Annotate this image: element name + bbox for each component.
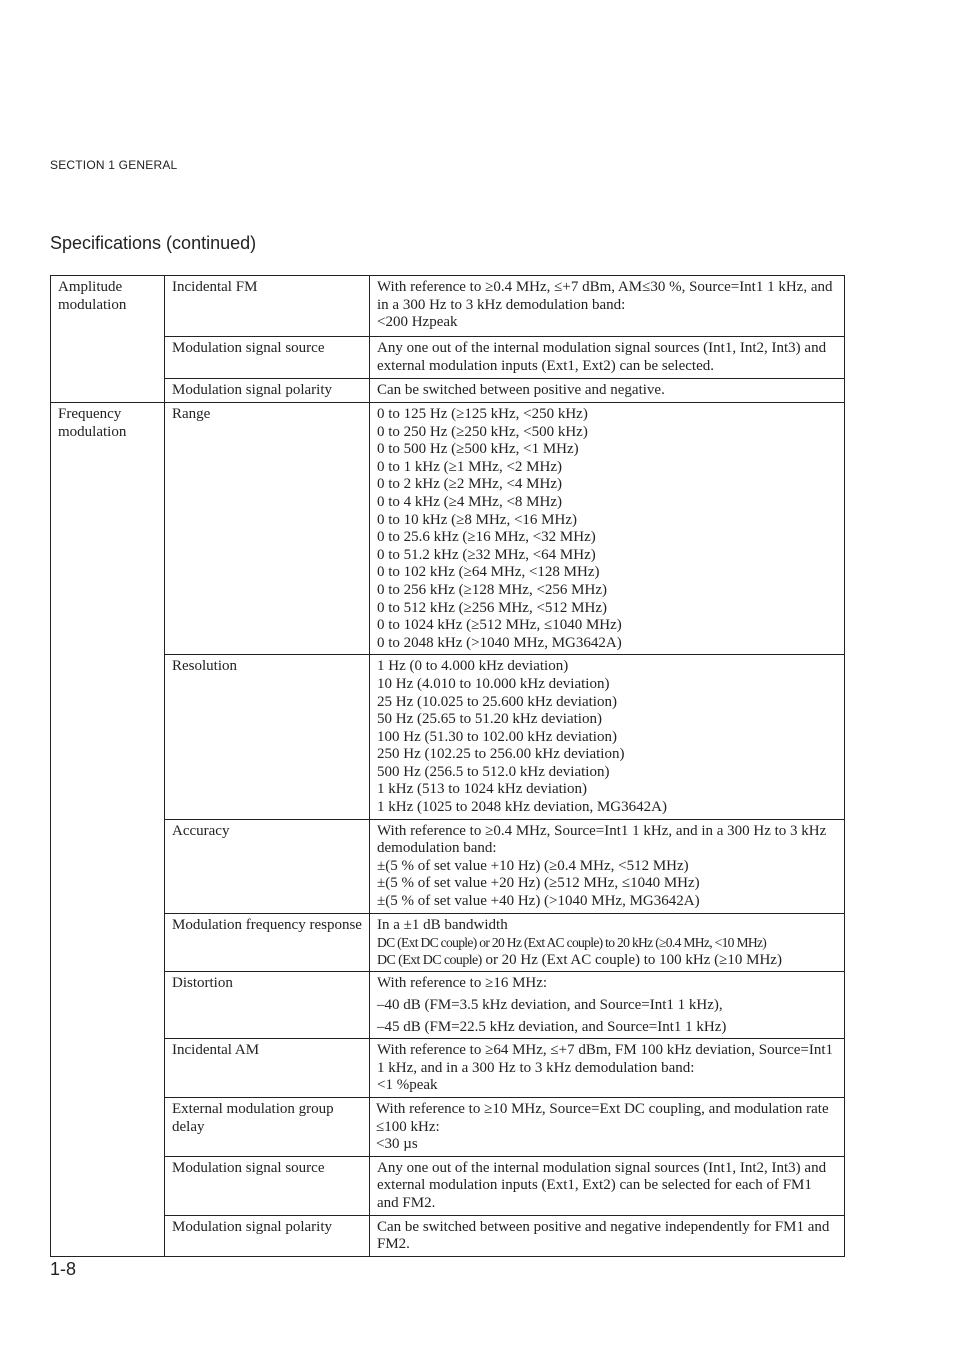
- spec-name: Range: [165, 403, 370, 655]
- table-row: [51, 1215, 845, 1256]
- spec-value: Any one out of the internal modulation signal sources (Int1, Int2, Int3) and external modulation inputs (Ext1, Ext2) can be selected.: [370, 337, 845, 379]
- spec-line: 10 Hz (4.010 to 10.000 kHz deviation): [377, 675, 610, 692]
- spec-line: 0 to 10 kHz (≥8 MHz, <16 MHz): [377, 511, 577, 528]
- spec-name: Distortion: [165, 972, 370, 1039]
- spec-line: –40 dB (FM=3.5 kHz deviation, and Source=Int1 1 kHz),: [377, 997, 723, 1013]
- spec-line: 0 to 250 Hz (≥250 kHz, <500 kHz): [377, 423, 588, 440]
- group-label-am: [51, 276, 165, 403]
- section-header: SECTION 1 GENERAL: [50, 158, 178, 172]
- spec-value: [370, 913, 845, 972]
- spec-line: 0 to 2 kHz (≥2 MHz, <4 MHz): [377, 476, 562, 493]
- spec-line: 0 to 125 Hz (≥125 kHz, <250 kHz): [377, 406, 588, 422]
- spec-line: 25 Hz (10.025 to 25.600 kHz deviation): [377, 693, 617, 710]
- spec-line: 250 Hz (102.25 to 256.00 kHz deviation): [377, 746, 625, 763]
- spec-name: Modulation signal source: [165, 1156, 370, 1215]
- spec-line: In a ±1 dB bandwidth: [377, 916, 508, 933]
- page-title: Specifications (continued): [50, 233, 257, 253]
- spec-value: [370, 403, 845, 655]
- table-row: [51, 379, 845, 403]
- spec-line: 0 to 2048 kHz (>1040 MHz, MG3642A): [377, 634, 622, 651]
- spec-line: 0 to 51.2 kHz (≥32 MHz, <64 MHz): [377, 546, 596, 563]
- spec-value: [370, 819, 845, 913]
- spec-value: [370, 276, 845, 337]
- spec-line: ±(5 % of set value +10 Hz) (≥0.4 MHz, <512 MHz): [377, 857, 689, 874]
- table-row: [51, 1097, 845, 1156]
- spec-line: 50 Hz (25.65 to 51.20 kHz deviation): [377, 711, 602, 728]
- spec-line: With reference to ≥0.4 MHz, ≤+7 dBm, AM≤30 %, Source=Int1 1 kHz, and in a 300 Hz to 3 kHz demodulation band:: [377, 279, 833, 313]
- spec-line: <1 %peak: [377, 1077, 438, 1094]
- table-row: [51, 819, 845, 913]
- spec-name: Incidental AM: [165, 1039, 370, 1098]
- spec-name: Resolution: [165, 655, 370, 819]
- spec-line: –45 dB (FM=22.5 kHz deviation, and Source=Int1 1 kHz): [377, 1018, 727, 1035]
- spec-line: [377, 952, 837, 970]
- spec-line: ±(5 % of set value +40 Hz) (>1040 MHz, MG3642A): [377, 893, 700, 910]
- spec-name: Accuracy: [165, 819, 370, 913]
- spec-value: [370, 1039, 845, 1098]
- spec-line: DC (Ext DC couple) or 20 Hz (Ext AC couple) to 20 kHz (≥0.4 MHz, <10 MHz): [377, 935, 767, 951]
- spec-line: <30 µs: [376, 1136, 418, 1153]
- spec-line: 1 Hz (0 to 4.000 kHz deviation): [377, 658, 569, 675]
- spec-line: 0 to 500 Hz (≥500 kHz, <1 MHz): [377, 441, 579, 458]
- spec-value: [370, 655, 845, 819]
- spec-value: [370, 1097, 845, 1156]
- spec-line: <200 Hzpeak: [377, 314, 458, 331]
- spec-line: 0 to 4 kHz (≥4 MHz, <8 MHz): [377, 493, 562, 510]
- table-row: [51, 972, 845, 1039]
- group-label-text: Frequency modulation: [58, 406, 127, 440]
- spec-line: With reference to ≥0.4 MHz, Source=Int1 1 kHz, and in a 300 Hz to 3 kHz demodulation band:: [377, 822, 827, 857]
- group-label-fm: [51, 403, 165, 1257]
- spec-name: External modulation group delay: [165, 1097, 370, 1156]
- spec-line: 500 Hz (256.5 to 512.0 kHz deviation): [377, 763, 610, 780]
- table-row: [51, 655, 845, 819]
- table-row: [51, 1156, 845, 1215]
- spec-name: Incidental FM: [165, 276, 370, 337]
- table-row: [51, 403, 845, 655]
- spec-line: 0 to 1024 kHz (≥512 MHz, ≤1040 MHz): [377, 617, 622, 634]
- spec-value: [370, 972, 845, 1039]
- spec-line: With reference to ≥64 MHz, ≤+7 dBm, FM 100 kHz deviation, Source=Int1 1 kHz, and in a 300 Hz to 3 kHz demodulation band:: [377, 1042, 834, 1076]
- spec-line-part: DC (Ext DC couple): [377, 952, 482, 968]
- spec-line-part: or 20 Hz (Ext AC couple) to 100 kHz (≥10 MHz): [481, 951, 782, 968]
- spec-line: 0 to 25.6 kHz (≥16 MHz, <32 MHz): [377, 529, 596, 546]
- specifications-table: [50, 275, 845, 1257]
- spec-value: Any one out of the internal modulation signal sources (Int1, Int2, Int3) and external modulation inputs (Ext1, Ext2) can be selected for each of FM1 and FM2.: [370, 1156, 845, 1215]
- spec-value: Can be switched between positive and negative.: [370, 379, 845, 403]
- table-row: [51, 913, 845, 972]
- spec-value: Can be switched between positive and negative independently for FM1 and FM2.: [370, 1215, 845, 1256]
- page-number: 1-8: [50, 1259, 77, 1279]
- spec-line: 1 kHz (1025 to 2048 kHz deviation, MG3642A): [377, 799, 667, 816]
- spec-line: ±(5 % of set value +20 Hz) (≥512 MHz, ≤1040 MHz): [377, 875, 700, 892]
- spec-line: 0 to 512 kHz (≥256 MHz, <512 MHz): [377, 599, 607, 616]
- spec-line: With reference to ≥16 MHz:: [377, 975, 548, 992]
- spec-line: 100 Hz (51.30 to 102.00 kHz deviation): [377, 728, 617, 745]
- spec-name: Modulation frequency response: [165, 913, 370, 972]
- spec-line: With reference to ≥10 MHz, Source=Ext DC coupling, and modulation rate ≤100 kHz:: [376, 1100, 829, 1135]
- spec-name: Modulation signal polarity: [165, 1215, 370, 1256]
- spec-line: 0 to 256 kHz (≥128 MHz, <256 MHz): [377, 581, 607, 598]
- table-row: [51, 337, 845, 379]
- spec-line: 1 kHz (513 to 1024 kHz deviation): [377, 781, 587, 798]
- table-row: [51, 1039, 845, 1098]
- spec-line: 0 to 102 kHz (≥64 MHz, <128 MHz): [377, 564, 600, 581]
- group-label-text: Amplitude modulation: [58, 279, 127, 313]
- spec-name: Modulation signal polarity: [165, 379, 370, 403]
- spec-line: 0 to 1 kHz (≥1 MHz, <2 MHz): [377, 458, 562, 475]
- table-row: [51, 276, 845, 337]
- spec-name: Modulation signal source: [165, 337, 370, 379]
